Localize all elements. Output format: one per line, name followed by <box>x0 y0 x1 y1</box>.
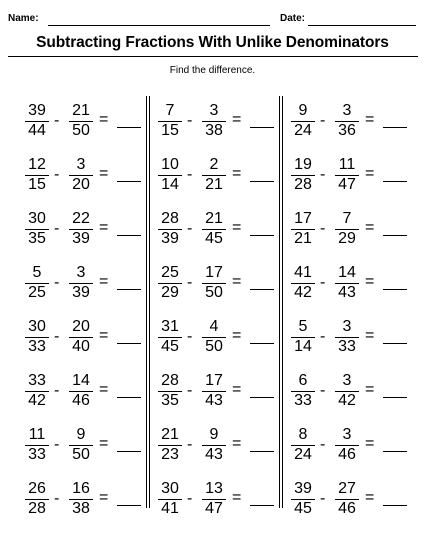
numerator: 3 <box>335 372 359 392</box>
denominator: 39 <box>72 230 90 247</box>
equals-sign: = <box>365 165 375 182</box>
minus-sign: - <box>320 112 326 129</box>
equals-sign: = <box>365 435 375 452</box>
equals-sign: = <box>365 327 375 344</box>
numerator: 28 <box>158 372 182 392</box>
numerator: 3 <box>335 318 359 338</box>
numerator: 3 <box>335 102 359 122</box>
numerator: 3 <box>69 264 93 284</box>
numerator: 26 <box>25 480 49 500</box>
answer-blank[interactable] <box>117 127 141 128</box>
denominator: 28 <box>28 500 46 517</box>
denominator: 15 <box>161 122 179 139</box>
problem-row <box>158 480 288 520</box>
fraction-subtrahend <box>335 210 359 249</box>
equals-sign: = <box>365 219 375 236</box>
denominator: 35 <box>161 392 179 409</box>
fraction-subtrahend <box>69 372 93 411</box>
denominator: 46 <box>338 446 356 463</box>
numerator: 10 <box>158 156 182 176</box>
numerator: 3 <box>69 156 93 176</box>
fraction-subtrahend <box>69 210 93 249</box>
answer-blank[interactable] <box>383 397 407 398</box>
denominator: 33 <box>28 446 46 463</box>
fraction-minuend <box>158 264 182 303</box>
numerator: 11 <box>335 156 359 176</box>
name-label: Name: <box>8 13 39 24</box>
denominator: 38 <box>205 122 223 139</box>
problem-row <box>158 102 288 142</box>
denominator: 44 <box>28 122 46 139</box>
minus-sign: - <box>54 490 60 507</box>
fraction-subtrahend <box>335 318 359 357</box>
fraction-subtrahend <box>69 156 93 195</box>
denominator: 20 <box>72 176 90 193</box>
denominator: 50 <box>72 122 90 139</box>
date-label: Date: <box>280 13 306 24</box>
numerator: 4 <box>202 318 226 338</box>
fraction-subtrahend <box>202 264 226 303</box>
name-field[interactable] <box>48 25 270 26</box>
denominator: 14 <box>161 176 179 193</box>
answer-blank[interactable] <box>117 451 141 452</box>
numerator: 14 <box>69 372 93 392</box>
denominator: 45 <box>205 230 223 247</box>
numerator: 11 <box>25 426 49 446</box>
equals-sign: = <box>365 273 375 290</box>
problem-row <box>25 318 155 358</box>
minus-sign: - <box>54 436 60 453</box>
numerator: 33 <box>25 372 49 392</box>
minus-sign: - <box>320 328 326 345</box>
problem-row <box>25 426 155 466</box>
denominator: 45 <box>161 338 179 355</box>
problem-row <box>25 102 155 142</box>
denominator: 28 <box>294 176 312 193</box>
denominator: 21 <box>294 230 312 247</box>
denominator: 42 <box>294 284 312 301</box>
equals-sign: = <box>232 489 242 506</box>
fraction-minuend <box>25 480 49 519</box>
numerator: 21 <box>158 426 182 446</box>
numerator: 2 <box>202 156 226 176</box>
answer-blank[interactable] <box>250 343 274 344</box>
problem-row <box>291 426 421 466</box>
numerator: 7 <box>158 102 182 122</box>
fraction-minuend <box>291 480 315 519</box>
denominator: 15 <box>28 176 46 193</box>
answer-blank[interactable] <box>383 451 407 452</box>
fraction-subtrahend <box>69 480 93 519</box>
minus-sign: - <box>320 436 326 453</box>
fraction-minuend <box>25 210 49 249</box>
numerator: 19 <box>291 156 315 176</box>
numerator: 30 <box>25 210 49 230</box>
denominator: 21 <box>205 176 223 193</box>
fraction-minuend <box>25 426 49 465</box>
fraction-minuend <box>158 426 182 465</box>
minus-sign: - <box>187 436 193 453</box>
equals-sign: = <box>232 165 242 182</box>
denominator: 23 <box>161 446 179 463</box>
fraction-subtrahend <box>202 426 226 465</box>
problem-row <box>25 264 155 304</box>
problem-row <box>291 372 421 412</box>
denominator: 43 <box>338 284 356 301</box>
problem-row <box>25 372 155 412</box>
problem-row <box>291 264 421 304</box>
numerator: 17 <box>202 372 226 392</box>
answer-blank[interactable] <box>250 127 274 128</box>
equals-sign: = <box>232 381 242 398</box>
fraction-subtrahend <box>69 318 93 357</box>
fraction-minuend <box>291 426 315 465</box>
numerator: 3 <box>202 102 226 122</box>
minus-sign: - <box>320 274 326 291</box>
numerator: 30 <box>158 480 182 500</box>
title-divider <box>8 56 418 57</box>
fraction-subtrahend <box>335 372 359 411</box>
denominator: 47 <box>205 500 223 517</box>
fraction-minuend <box>158 372 182 411</box>
equals-sign: = <box>232 273 242 290</box>
numerator: 28 <box>158 210 182 230</box>
problem-row <box>158 426 288 466</box>
fraction-subtrahend <box>202 102 226 141</box>
denominator: 29 <box>161 284 179 301</box>
minus-sign: - <box>54 166 60 183</box>
answer-blank[interactable] <box>117 181 141 182</box>
fraction-minuend <box>158 210 182 249</box>
problem-row <box>25 156 155 196</box>
answer-blank[interactable] <box>250 397 274 398</box>
answer-blank[interactable] <box>383 127 407 128</box>
equals-sign: = <box>99 327 109 344</box>
answer-blank[interactable] <box>250 505 274 506</box>
minus-sign: - <box>54 382 60 399</box>
minus-sign: - <box>187 274 193 291</box>
answer-blank[interactable] <box>117 235 141 236</box>
denominator: 25 <box>28 284 46 301</box>
fraction-subtrahend <box>335 264 359 303</box>
fraction-minuend <box>291 318 315 357</box>
numerator: 8 <box>291 426 315 446</box>
numerator: 25 <box>158 264 182 284</box>
equals-sign: = <box>365 111 375 128</box>
equals-sign: = <box>365 489 375 506</box>
denominator: 47 <box>338 176 356 193</box>
numerator: 6 <box>291 372 315 392</box>
numerator: 30 <box>25 318 49 338</box>
denominator: 33 <box>28 338 46 355</box>
problem-row <box>291 102 421 142</box>
minus-sign: - <box>320 490 326 507</box>
denominator: 33 <box>294 392 312 409</box>
fraction-minuend <box>291 372 315 411</box>
problem-row <box>158 210 288 250</box>
fraction-minuend <box>158 156 182 195</box>
fraction-subtrahend <box>335 156 359 195</box>
answer-blank[interactable] <box>383 505 407 506</box>
equals-sign: = <box>232 219 242 236</box>
minus-sign: - <box>187 328 193 345</box>
fraction-subtrahend <box>202 480 226 519</box>
fraction-minuend <box>158 318 182 357</box>
numerator: 12 <box>25 156 49 176</box>
fraction-minuend <box>291 210 315 249</box>
numerator: 27 <box>335 480 359 500</box>
answer-blank[interactable] <box>383 181 407 182</box>
numerator: 39 <box>25 102 49 122</box>
fraction-subtrahend <box>335 480 359 519</box>
fraction-subtrahend <box>335 426 359 465</box>
denominator: 40 <box>72 338 90 355</box>
equals-sign: = <box>99 381 109 398</box>
numerator: 14 <box>335 264 359 284</box>
minus-sign: - <box>187 490 193 507</box>
answer-blank[interactable] <box>383 343 407 344</box>
fraction-subtrahend <box>202 372 226 411</box>
minus-sign: - <box>187 220 193 237</box>
equals-sign: = <box>232 327 242 344</box>
denominator: 50 <box>205 338 223 355</box>
numerator: 39 <box>291 480 315 500</box>
fraction-subtrahend <box>69 264 93 303</box>
numerator: 22 <box>69 210 93 230</box>
fraction-minuend <box>25 102 49 141</box>
minus-sign: - <box>187 382 193 399</box>
denominator: 24 <box>294 122 312 139</box>
minus-sign: - <box>54 328 60 345</box>
fraction-minuend <box>291 156 315 195</box>
numerator: 17 <box>202 264 226 284</box>
numerator: 13 <box>202 480 226 500</box>
denominator: 42 <box>28 392 46 409</box>
minus-sign: - <box>54 274 60 291</box>
fraction-subtrahend <box>69 426 93 465</box>
date-field[interactable] <box>308 25 416 26</box>
equals-sign: = <box>99 273 109 290</box>
instruction-text: Find the difference. <box>169 65 256 76</box>
problem-row <box>291 210 421 250</box>
minus-sign: - <box>187 166 193 183</box>
numerator: 17 <box>291 210 315 230</box>
fraction-subtrahend <box>202 156 226 195</box>
problem-row <box>291 156 421 196</box>
problem-row <box>25 480 155 520</box>
fraction-minuend <box>291 264 315 303</box>
problem-row <box>158 264 288 304</box>
fraction-minuend <box>25 318 49 357</box>
numerator: 16 <box>69 480 93 500</box>
denominator: 33 <box>338 338 356 355</box>
equals-sign: = <box>232 111 242 128</box>
fraction-minuend <box>25 156 49 195</box>
problem-row <box>25 210 155 250</box>
answer-blank[interactable] <box>250 289 274 290</box>
minus-sign: - <box>54 112 60 129</box>
problem-row <box>158 156 288 196</box>
equals-sign: = <box>99 165 109 182</box>
numerator: 7 <box>335 210 359 230</box>
answer-blank[interactable] <box>117 397 141 398</box>
denominator: 50 <box>205 284 223 301</box>
fraction-minuend <box>25 264 49 303</box>
equals-sign: = <box>365 381 375 398</box>
answer-blank[interactable] <box>383 235 407 236</box>
equals-sign: = <box>99 489 109 506</box>
problem-row <box>291 480 421 520</box>
numerator: 5 <box>291 318 315 338</box>
denominator: 43 <box>205 446 223 463</box>
minus-sign: - <box>187 112 193 129</box>
denominator: 36 <box>338 122 356 139</box>
fraction-subtrahend <box>202 210 226 249</box>
denominator: 35 <box>28 230 46 247</box>
denominator: 14 <box>294 338 312 355</box>
fraction-subtrahend <box>335 102 359 141</box>
numerator: 9 <box>69 426 93 446</box>
denominator: 29 <box>338 230 356 247</box>
problem-row <box>291 318 421 358</box>
fraction-minuend <box>158 102 182 141</box>
equals-sign: = <box>232 435 242 452</box>
answer-blank[interactable] <box>117 343 141 344</box>
numerator: 21 <box>69 102 93 122</box>
answer-blank[interactable] <box>250 181 274 182</box>
numerator: 20 <box>69 318 93 338</box>
numerator: 3 <box>335 426 359 446</box>
answer-blank[interactable] <box>117 289 141 290</box>
numerator: 9 <box>291 102 315 122</box>
denominator: 46 <box>72 392 90 409</box>
problem-row <box>158 372 288 412</box>
denominator: 46 <box>338 500 356 517</box>
numerator: 21 <box>202 210 226 230</box>
denominator: 45 <box>294 500 312 517</box>
numerator: 31 <box>158 318 182 338</box>
answer-blank[interactable] <box>250 451 274 452</box>
fraction-minuend <box>291 102 315 141</box>
equals-sign: = <box>99 219 109 236</box>
fraction-subtrahend <box>69 102 93 141</box>
numerator: 9 <box>202 426 226 446</box>
denominator: 24 <box>294 446 312 463</box>
problem-row <box>158 318 288 358</box>
equals-sign: = <box>99 435 109 452</box>
denominator: 38 <box>72 500 90 517</box>
denominator: 50 <box>72 446 90 463</box>
fraction-subtrahend <box>202 318 226 357</box>
fraction-minuend <box>25 372 49 411</box>
minus-sign: - <box>320 166 326 183</box>
denominator: 39 <box>161 230 179 247</box>
denominator: 43 <box>205 392 223 409</box>
page-title: Subtracting Fractions With Unlike Denominators <box>36 34 389 51</box>
header-row <box>8 12 418 28</box>
minus-sign: - <box>320 382 326 399</box>
denominator: 41 <box>161 500 179 517</box>
minus-sign: - <box>320 220 326 237</box>
numerator: 41 <box>291 264 315 284</box>
denominator: 39 <box>72 284 90 301</box>
numerator: 5 <box>25 264 49 284</box>
answer-blank[interactable] <box>117 505 141 506</box>
answer-blank[interactable] <box>250 235 274 236</box>
equals-sign: = <box>99 111 109 128</box>
minus-sign: - <box>54 220 60 237</box>
answer-blank[interactable] <box>383 289 407 290</box>
denominator: 42 <box>338 392 356 409</box>
fraction-minuend <box>158 480 182 519</box>
